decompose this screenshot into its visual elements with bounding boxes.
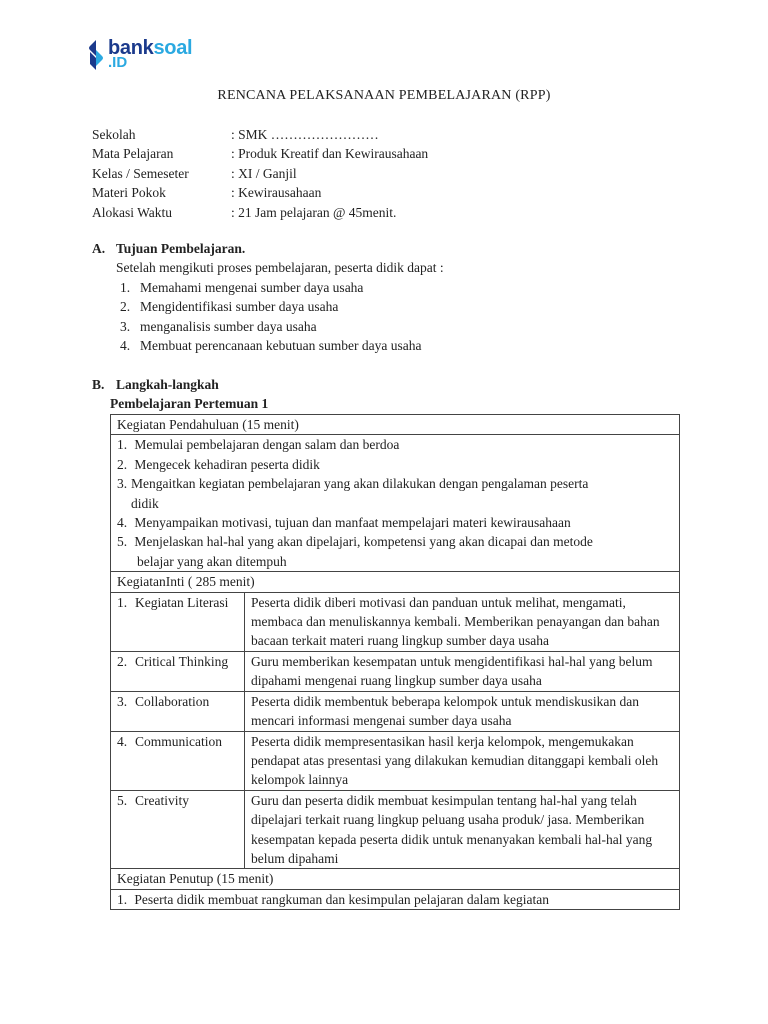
inti-cell <box>111 592 680 869</box>
penutup-cell <box>111 889 680 909</box>
section-a-heading: A. Tujuan Pembelajaran. <box>92 241 246 256</box>
logo-wordmark: banksoal <box>108 37 193 59</box>
penutup-title: Kegiatan Penutup (15 menit) <box>111 869 680 889</box>
list-item: 4. Membuat perencanaan kebutuan sumber daya usaha <box>120 338 422 354</box>
inti-table <box>111 593 679 869</box>
meta-row-kelas: Kelas / Semeseter : XI / Ganjil <box>92 165 297 181</box>
meta-row-mata-pelajaran: Mata Pelajaran : Produk Kreatif dan Kewirausahaan <box>92 146 429 162</box>
pendahuluan-title: Kegiatan Pendahuluan (15 menit) <box>111 415 680 435</box>
table-row: 5. Menjelaskan hal-hal yang akan dipelajari, kompetensi yang akan dicapai dan metode <box>117 534 593 550</box>
list-item: 1. Memahami mengenai sumber daya usaha <box>120 279 364 295</box>
meta-row-materi: Materi Pokok : Kewirausahaan <box>92 185 322 201</box>
inti-title: KegiatanInti ( 285 menit) <box>111 572 680 592</box>
banksoal-logo-icon <box>88 40 104 70</box>
identity-block <box>92 125 428 222</box>
tujuan-list <box>92 278 444 356</box>
section-tujuan <box>92 239 444 355</box>
table-row: 1. Memulai pembelajaran dengan salam dan berdoa <box>117 437 400 453</box>
list-item: 2. Mengidentifikasi sumber daya usaha <box>120 299 339 315</box>
meta-row-sekolah: Sekolah : SMK …………………… <box>92 127 379 142</box>
table-row: 2. Mengecek kehadiran peserta didik <box>117 456 320 472</box>
pendahuluan-cell <box>111 435 680 572</box>
meta-row-alokasi: Alokasi Waktu : 21 Jam pelajaran @ 45menit. <box>92 204 397 220</box>
table-row: 4. Menyampaikan motivasi, tujuan dan manfaat mempelajari materi kewirausahaan <box>117 515 571 531</box>
table-row: 4. Communication Peserta didik mempresentasikan hasil kerja kelompok, mengemukakan pendapat atas presentasi yang dilakukan kemudian ditanggapi kembali oleh kelompok lainnya <box>111 731 679 790</box>
table-row: 2. Critical Thinking Guru memberikan kesempatan untuk mengidentifikasi hal-hal yang belum dipahami mengenai ruang lingkup sumber daya usaha <box>111 651 679 691</box>
table-row: 3. Collaboration Peserta didik membentuk beberapa kelompok untuk mendiskusikan dan mencari informasi mengenai sumber daya usaha <box>111 691 679 731</box>
table-row-continuation: belajar yang akan ditempuh <box>137 553 287 569</box>
section-b-subheading: Pembelajaran Pertemuan 1 <box>110 396 269 412</box>
section-a-intro: Setelah mengikuti proses pembelajaran, peserta didik dapat : <box>116 260 444 276</box>
document-title: RENCANA PELAKSANAAN PEMBELAJARAN (RPP) <box>217 88 551 103</box>
langkah-table <box>110 414 680 910</box>
section-b-heading: B. Langkah-langkah <box>92 377 219 392</box>
table-row: 5. Creativity Guru dan peserta didik membuat kesimpulan tentang hal-hal yang telah dipelajari terkait ruang lingkup peluang usaha produk/ jasa. Memberikan kesempatan kepada peserta didik untuk menanyakan kembali hal-hal yang belum dipahami <box>111 790 679 868</box>
logo-suffix: .ID <box>108 54 128 71</box>
table-row: 1. Peserta didik membuat rangkuman dan kesimpulan pelajaran dalam kegiatan <box>117 891 549 907</box>
list-item: 3. menganalisis sumber daya usaha <box>120 318 317 334</box>
section-langkah <box>92 375 268 414</box>
table-row: 1. Kegiatan Literasi Peserta didik diberi motivasi dan panduan untuk melihat, mengamati, membaca dan menuliskannya kembali. Memberikan penayangan dan bahan bacaan terkait materi ruang lingkup sumber daya usaha <box>111 593 679 652</box>
table-row-continuation: didik <box>131 495 159 511</box>
table-row: 3. Mengaitkan kegiatan pembelajaran yang akan dilakukan dengan pengalaman peserta <box>117 476 589 492</box>
